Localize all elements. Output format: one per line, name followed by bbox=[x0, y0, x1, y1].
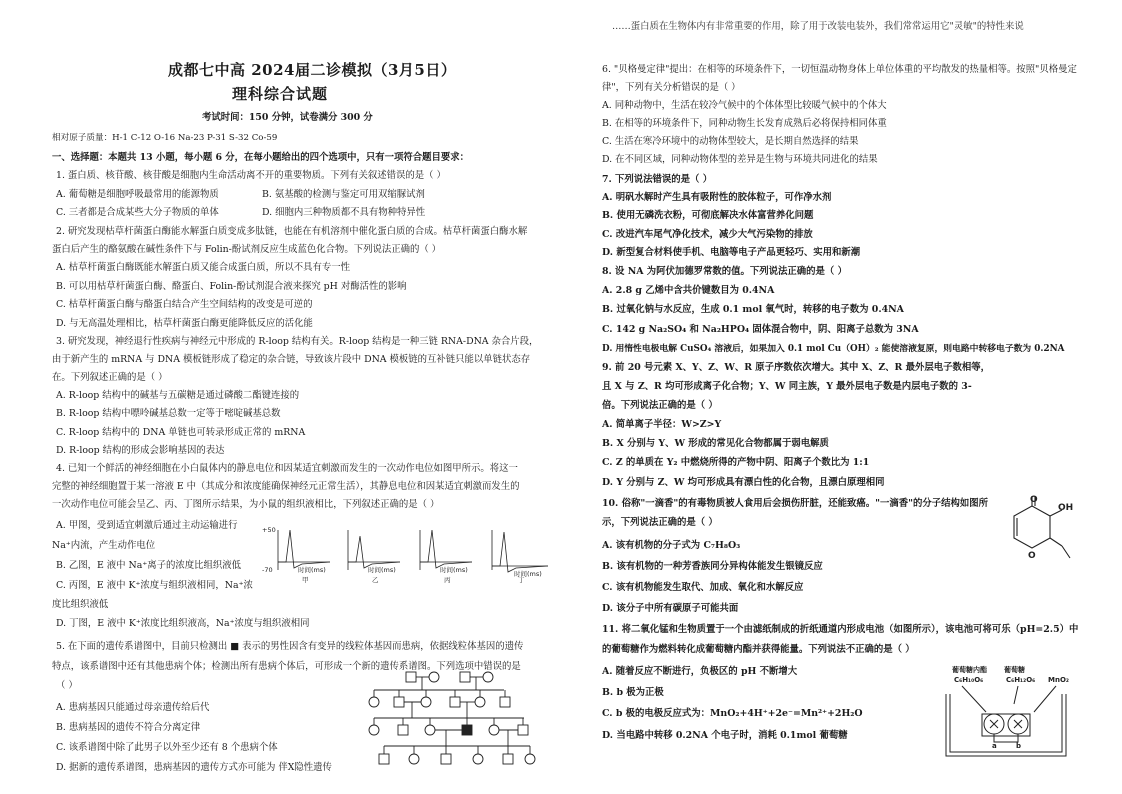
q9-option-c: C. Z 的单质在 Y₂ 中燃烧所得的产物中阴、阳离子个数比为 1:1 bbox=[602, 457, 870, 468]
q5-line1: 5. 在下面的遗传系谱图中，目前只检测出 ■ 表示的男性因含有变异的线粒体基因而患病，依据线粒体基因的遗传 bbox=[56, 641, 524, 652]
q4-option-a-cont: Na⁺内流，产生动作电位 bbox=[52, 540, 156, 551]
q7-stem: 7. 下列说法错误的是（ ） bbox=[602, 174, 713, 185]
exam-title: 成都七中高 2024届二诊模拟（3月5日） bbox=[168, 61, 457, 79]
q6-option-d: D. 在不同区域，同种动物体型的差异是生物与环境共同进化的结果 bbox=[602, 154, 878, 165]
svg-text:O: O bbox=[1030, 495, 1038, 505]
q6-option-a: A. 同种动物中，生活在较冷气候中的个体体型比较暖气候中的个体大 bbox=[602, 100, 887, 111]
q3-option-a: A. R-loop 结构中的碱基与五碳糖是通过磷酸二酯键连接的 bbox=[56, 390, 300, 401]
q1-option-b: B. 氨基酸的检测与鉴定可用双缩脲试剂 bbox=[262, 189, 425, 200]
fig-label-b: b bbox=[1016, 742, 1022, 750]
q11-option-c: C. b 极的电极反应式为：MnO₂+4H⁺+2e⁻=Mn²⁺+2H₂O bbox=[602, 708, 863, 719]
q6-line2: 律"，下列有关分析错误的是（ ） bbox=[602, 82, 741, 93]
molecule-structure bbox=[992, 494, 1076, 570]
q9-line1: 9. 前 20 号元素 X、Y、Z、W、R 原子序数依次增大。其中 X、Z、R 最外层电子数相等， bbox=[602, 362, 990, 373]
q2-line2: 蛋白后产生的酪氨酸在碱性条件下与 Folin-酚试剂反应生成蓝色化合物。下列说法正确的（ ） bbox=[52, 244, 442, 255]
q1-stem: 1. 蛋白质、核苷酸、核苷酸是细胞内生命活动离不开的重要物质。下列有关叙述错误的是（ ） bbox=[56, 170, 446, 181]
q5-line3: （ ） bbox=[56, 680, 78, 691]
fig-axis-3: 时间(ms) bbox=[440, 566, 468, 574]
q2-option-a: A. 枯草杆菌蛋白酶既能水解蛋白质又能合成蛋白质，所以不具有专一性 bbox=[56, 262, 350, 273]
q5-option-b: B. 患病基因的遗传不符合分离定律 bbox=[56, 722, 201, 733]
q3-line1: 3. 研究发现，神经退行性疾病与神经元中形成的 R-loop 结构有关。R-loop 结构是一种三链 RNA-DNA 杂合片段， bbox=[56, 336, 539, 347]
q11-line1: 11. 将二氧化锰和生物质置于一个由滤纸制成的折纸通道内形成电池（如图所示），该电池可将可乐（pH=2.5）中 bbox=[602, 624, 1079, 635]
fig-label-glucose: 葡萄糖 bbox=[1004, 666, 1025, 674]
q4-option-c-cont: 度比组织液低 bbox=[52, 599, 109, 610]
q3-option-b: B. R-loop 结构中嘌呤碱基总数一定等于嘧啶碱基总数 bbox=[56, 408, 281, 419]
q4-line1: 4. 已知一个鲜活的神经细胞在小白鼠体内的静息电位和因某适宜刺激而发生的一次动作电位如图甲所示。将这一 bbox=[56, 463, 518, 474]
q9-option-d: D. Y 分别与 Z、W 均可形成具有漂白性的化合物，且漂白原理相同 bbox=[602, 477, 885, 488]
q3-line3: 在。下列叙述正确的是（ ） bbox=[52, 372, 168, 383]
action-potential-figure bbox=[260, 522, 560, 584]
q5-option-a: A. 患病基因只能通过母亲遗传给后代 bbox=[56, 702, 210, 713]
q10-option-b: B. 该有机物的一种芳香族同分异构体能发生银镜反应 bbox=[602, 561, 823, 572]
q3-option-c: C. R-loop 结构中的 DNA 单链也可转录形成正常的 mRNA bbox=[56, 427, 306, 438]
molecule-oh-label: OH bbox=[1058, 503, 1074, 513]
fig-formula-glucose: C₆H₁₂O₆ bbox=[1006, 676, 1036, 684]
q7-option-a: A. 明矾水解时产生具有吸附性的胶体粒子，可作净水剂 bbox=[602, 192, 832, 203]
q5-option-d: D. 据新的遗传系谱图，患病基因的遗传方式亦可能为 伴X隐性遗传 bbox=[56, 762, 332, 773]
q7-option-d: D. 新型复合材料使手机、电脑等电子产品更轻巧、实用和新潮 bbox=[602, 247, 861, 258]
q2-line1: 2. 研究发现枯草杆菌蛋白酶能水解蛋白质变成多肽链，也能在有机溶剂中催化蛋白质的合成。枯草杆菌蛋白酶水解 bbox=[56, 226, 528, 237]
q9-option-a: A. 简单离子半径：W>Z>Y bbox=[602, 419, 722, 430]
q6-line1: 6. "贝格曼定律"提出：在相等的环境条件下，一切恒温动物身体上单位体重的平均散发的热量相等。按照"贝格曼定 bbox=[602, 64, 1077, 75]
fig-axis-4: 时间(ms) bbox=[514, 570, 542, 578]
fig-formula-lactone: C₆H₁₀O₆ bbox=[954, 676, 984, 684]
q4-line2: 完整的神经细胞置于某一溶液 E 中（其成分和浓度能确保神经元正常生活），其静息电位和因某适宜刺激而发生的 bbox=[52, 481, 520, 492]
q11-line2: 的葡萄糖作为燃料转化成葡萄糖内酯并获得能量。下列说法不正确的是（ ） bbox=[602, 644, 915, 655]
q3-option-d: D. R-loop 结构的形成会影响基因的表达 bbox=[56, 445, 225, 456]
q9-line2: 且 X 与 Z、R 均可形成离子化合物；Y、W 同主族，Y 最外层电子数是内层电子数的 3- bbox=[602, 381, 972, 392]
q4-option-b: B. 乙图，E 液中 Na⁺离子的浓度比组织液低 bbox=[56, 560, 242, 571]
q8-stem: 8. 设 NA 为阿伏加德罗常数的值。下列说法正确的是（ ） bbox=[602, 266, 847, 277]
atomic-masses: 相对原子质量：H-1 C-12 O-16 Na-23 P-31 S-32 Co-59 bbox=[52, 133, 278, 143]
q10-line1: 10. 俗称"一滴香"的有毒物质被人食用后会损伤肝脏，还能致癌。"一滴香"的分子结构如图所 bbox=[602, 498, 988, 509]
q10-option-d: D. 该分子中所有碳原子可能共面 bbox=[602, 603, 739, 614]
q2-option-b: B. 可以用枯草杆菌蛋白酶、酪蛋白、Folin-酚试剂混合液来探究 pH 对酶活性的影响 bbox=[56, 281, 407, 292]
q8-option-b: B. 过氧化钠与水反应，生成 0.1 mol 氧气时，转移的电子数为 0.4NA bbox=[602, 304, 904, 315]
q8-option-d: D. 用惰性电极电解 CuSO₄ 溶液后，如果加入 0.1 mol Cu（OH）₂ 能使溶液复原，则电路中转移电子数为 0.2NA bbox=[602, 344, 1065, 354]
q10-option-a: A. 该有机物的分子式为 C₇H₈O₃ bbox=[602, 540, 741, 551]
fig-label-minus70: -70 bbox=[262, 566, 273, 574]
q5-option-c: C. 该系谱图中除了此男子以外至少还有 8 个患病个体 bbox=[56, 742, 278, 753]
q8-option-a: A. 2.8 g 乙烯中含共价键数目为 0.4NA bbox=[602, 285, 775, 296]
section-heading: 一、选择题：本题共 13 小题，每小题 6 分，在每小题给出的四个选项中，只有一项符合题目要求： bbox=[52, 152, 470, 163]
q4-option-c: C. 丙图，E 液中 K⁺浓度与组织液相同，Na⁺浓 bbox=[56, 580, 253, 591]
q5-line2: 特点，该系谱图中还有其他患病个体；检测出所有患病个体后，可形成一个新的遗传系谱图。下列选项中错误的是 bbox=[52, 661, 521, 672]
q4-line3: 一次动作电位可能会呈乙、丙、丁图所示结果，为小鼠的组织液相比，下列叙述正确的是（ ） bbox=[52, 499, 440, 510]
q8-option-c: C. 142 g Na₂SO₄ 和 Na₂HPO₄ 固体混合物中，阴、阳离子总数为 3NA bbox=[602, 324, 919, 335]
q3-line2: 由于新产生的 mRNA 与 DNA 模板链形成了稳定的杂合链，导致该片段中 DNA 模板链的互补链只能以单链状态存 bbox=[52, 354, 531, 365]
fig-panel-label-1: 甲 bbox=[302, 576, 309, 584]
q6-option-c: C. 生活在寒冷环境中的动物体型较大，是长期自然选择的结果 bbox=[602, 136, 859, 147]
q6-option-b: B. 在相等的环境条件下，同种动物生长发育成熟后必将保持相同体重 bbox=[602, 118, 887, 129]
q2-option-d: D. 与无高温处理相比，枯草杆菌蛋白酶更能降低反应的活化能 bbox=[56, 318, 313, 329]
q7-option-b: B. 使用无磷洗衣粉，可彻底解决水体富营养化问题 bbox=[602, 210, 814, 221]
q1-option-a: A. 葡萄糖是细胞呼吸最常用的能源物质 bbox=[56, 189, 219, 200]
q4-option-d: D. 丁图，E 液中 K⁺浓度比组织液高，Na⁺浓度与组织液相同 bbox=[56, 618, 310, 629]
fig-label-plus50: +50 bbox=[262, 526, 276, 534]
q10-option-c: C. 该有机物能发生取代、加成、氧化和水解反应 bbox=[602, 582, 804, 593]
pedigree-figure bbox=[354, 668, 540, 786]
fig-axis-2: 时间(ms) bbox=[368, 566, 396, 574]
exam-subtitle: 理科综合试题 bbox=[232, 85, 329, 103]
battery-figure bbox=[938, 664, 1074, 760]
svg-text:O: O bbox=[1028, 551, 1036, 561]
q10-line2: 示，下列说法正确的是（ ） bbox=[602, 517, 718, 528]
fig-panel-label-4: 丁 bbox=[518, 576, 525, 584]
q2-option-c: C. 枯草杆菌蛋白酶与酪蛋白结合产生空间结构的改变是可逆的 bbox=[56, 299, 313, 310]
q7-option-c: C. 改进汽车尾气净化技术，减少大气污染物的排放 bbox=[602, 229, 813, 240]
q11-option-d: D. 当电路中转移 0.2NA 个电子时，消耗 0.1mol 葡萄糖 bbox=[602, 730, 848, 741]
q11-option-b: B. b 极为正极 bbox=[602, 687, 664, 698]
fig-axis-1: 时间(ms) bbox=[298, 566, 326, 574]
q4-option-a: A. 甲图，受到适宜刺激后通过主动运输进行 bbox=[56, 520, 238, 531]
q1-option-c: C. 三者都是合成某些大分子物质的单体 bbox=[56, 207, 219, 218]
fig-label-lactone: 葡萄糖内酯 bbox=[952, 666, 987, 674]
top-strip-text: ……蛋白质在生物体内有非常重要的作用，除了用于改装电装外，我们常常运用它"灵敏"的特性来说 bbox=[612, 21, 1024, 32]
q9-line3: 倍。下列说法正确的是（ ） bbox=[602, 400, 718, 411]
fig-label-a: a bbox=[992, 742, 997, 750]
q9-option-b: B. X 分别与 Y、W 形成的常见化合物都属于弱电解质 bbox=[602, 438, 829, 449]
fig-label-mno2: MnO₂ bbox=[1048, 676, 1069, 684]
q1-option-d: D. 细胞内三种物质都不具有物种特异性 bbox=[262, 207, 426, 218]
fig-panel-label-2: 乙 bbox=[372, 576, 379, 584]
q11-option-a: A. 随着反应不断进行，负极区的 pH 不断增大 bbox=[602, 666, 798, 677]
fig-panel-label-3: 丙 bbox=[444, 576, 451, 584]
exam-info: 考试时间：150 分钟，试卷满分 300 分 bbox=[202, 112, 373, 123]
